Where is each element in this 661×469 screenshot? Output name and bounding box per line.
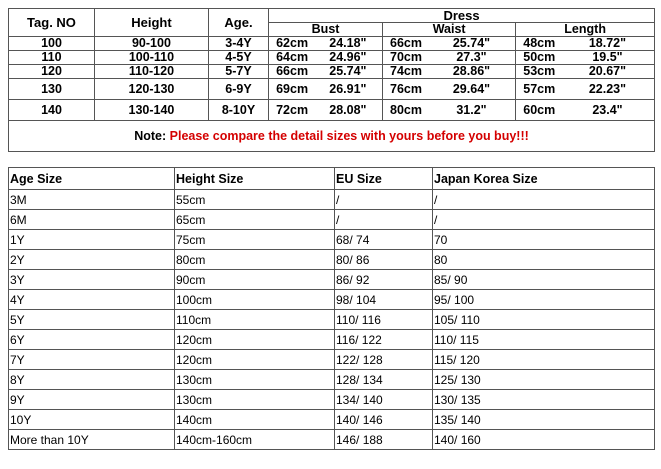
eu-size-cell: 128/ 134 bbox=[335, 370, 433, 390]
age-cell: 4-5Y bbox=[208, 51, 268, 65]
eu-size-cell: 68/ 74 bbox=[335, 230, 433, 250]
height-size-cell: 130cm bbox=[175, 390, 335, 410]
age-row bbox=[9, 190, 655, 210]
japan-korea-size-cell: 105/ 110 bbox=[433, 310, 655, 330]
waist-cm-cell: 76cm bbox=[383, 79, 428, 100]
japan-korea-size-cell: 95/ 100 bbox=[433, 290, 655, 310]
length-in-cell: 18.72" bbox=[561, 37, 655, 51]
height-size-cell: 55cm bbox=[175, 190, 335, 210]
age-size-cell: 10Y bbox=[9, 410, 175, 430]
tag-cell: 120 bbox=[9, 65, 95, 79]
eu-size-cell: / bbox=[335, 210, 433, 230]
age-row bbox=[9, 410, 655, 430]
length-cm-cell: 57cm bbox=[516, 79, 561, 100]
tag-cell: 110 bbox=[9, 51, 95, 65]
tag-cell: 140 bbox=[9, 100, 95, 121]
length-cm-cell: 60cm bbox=[516, 100, 561, 121]
age-row bbox=[9, 290, 655, 310]
dress-rows bbox=[9, 37, 655, 121]
eu-size-cell: 86/ 92 bbox=[335, 270, 433, 290]
age-row bbox=[9, 210, 655, 230]
waist-in-cell: 28.86" bbox=[428, 65, 516, 79]
height-size-cell: 90cm bbox=[175, 270, 335, 290]
japan-korea-size-cell: 110/ 115 bbox=[433, 330, 655, 350]
bust-in-cell: 25.74" bbox=[314, 65, 383, 79]
japan-korea-size-cell: 80 bbox=[433, 250, 655, 270]
header-waist: Waist bbox=[383, 23, 516, 37]
age-size-cell: 5Y bbox=[9, 310, 175, 330]
bust-in-cell: 24.96" bbox=[314, 51, 383, 65]
waist-cm-cell: 70cm bbox=[383, 51, 428, 65]
age-size-cell: 1Y bbox=[9, 230, 175, 250]
length-cm-cell: 53cm bbox=[516, 65, 561, 79]
dress-row bbox=[9, 65, 655, 79]
japan-korea-size-cell: / bbox=[433, 190, 655, 210]
age-row bbox=[9, 430, 655, 450]
tag-cell: 130 bbox=[9, 79, 95, 100]
age-size-cell: 7Y bbox=[9, 350, 175, 370]
eu-size-cell: 110/ 116 bbox=[335, 310, 433, 330]
age-row bbox=[9, 390, 655, 410]
header-age-size: Age Size bbox=[9, 168, 175, 190]
height-size-cell: 75cm bbox=[175, 230, 335, 250]
height-size-cell: 65cm bbox=[175, 210, 335, 230]
header-tag-no: Tag. NO bbox=[9, 9, 95, 37]
length-in-cell: 22.23" bbox=[561, 79, 655, 100]
eu-size-cell: 116/ 122 bbox=[335, 330, 433, 350]
japan-korea-size-cell: 70 bbox=[433, 230, 655, 250]
age-cell: 5-7Y bbox=[208, 65, 268, 79]
waist-in-cell: 29.64" bbox=[428, 79, 516, 100]
bust-in-cell: 28.08" bbox=[314, 100, 383, 121]
dress-row bbox=[9, 37, 655, 51]
header-dress: Dress bbox=[269, 9, 655, 23]
age-size-cell: 6M bbox=[9, 210, 175, 230]
height-cell: 100-110 bbox=[94, 51, 208, 65]
height-size-cell: 120cm bbox=[175, 330, 335, 350]
bust-cm-cell: 69cm bbox=[269, 79, 314, 100]
age-row bbox=[9, 370, 655, 390]
height-cell: 90-100 bbox=[94, 37, 208, 51]
age-cell: 3-4Y bbox=[208, 37, 268, 51]
header-length: Length bbox=[516, 23, 655, 37]
length-cm-cell: 50cm bbox=[516, 51, 561, 65]
bust-cm-cell: 66cm bbox=[269, 65, 314, 79]
height-size-cell: 130cm bbox=[175, 370, 335, 390]
header-age: Age. bbox=[208, 9, 268, 37]
header-bust: Bust bbox=[269, 23, 383, 37]
age-size-cell: 8Y bbox=[9, 370, 175, 390]
eu-size-cell: 146/ 188 bbox=[335, 430, 433, 450]
height-size-cell: 80cm bbox=[175, 250, 335, 270]
eu-size-cell: 98/ 104 bbox=[335, 290, 433, 310]
waist-cm-cell: 66cm bbox=[383, 37, 428, 51]
age-size-cell: 3M bbox=[9, 190, 175, 210]
eu-size-cell: / bbox=[335, 190, 433, 210]
eu-size-cell: 122/ 128 bbox=[335, 350, 433, 370]
height-size-cell: 110cm bbox=[175, 310, 335, 330]
japan-korea-size-cell: 115/ 120 bbox=[433, 350, 655, 370]
header-height-size: Height Size bbox=[175, 168, 335, 190]
bust-cm-cell: 62cm bbox=[269, 37, 314, 51]
age-cell: 8-10Y bbox=[208, 100, 268, 121]
age-size-chart bbox=[8, 167, 655, 450]
age-size-cell: More than 10Y bbox=[9, 430, 175, 450]
length-in-cell: 20.67" bbox=[561, 65, 655, 79]
age-row bbox=[9, 310, 655, 330]
age-size-cell: 2Y bbox=[9, 250, 175, 270]
age-size-cell: 6Y bbox=[9, 330, 175, 350]
height-size-cell: 140cm bbox=[175, 410, 335, 430]
dress-row bbox=[9, 51, 655, 65]
age-size-cell: 4Y bbox=[9, 290, 175, 310]
age-row bbox=[9, 230, 655, 250]
eu-size-cell: 140/ 146 bbox=[335, 410, 433, 430]
note-text: Please compare the detail sizes with yours before you buy!!! bbox=[166, 128, 529, 143]
header-eu-size: EU Size bbox=[335, 168, 433, 190]
height-size-cell: 120cm bbox=[175, 350, 335, 370]
japan-korea-size-cell: 130/ 135 bbox=[433, 390, 655, 410]
eu-size-cell: 134/ 140 bbox=[335, 390, 433, 410]
note-label: Note: bbox=[134, 128, 167, 143]
japan-korea-size-cell: 140/ 160 bbox=[433, 430, 655, 450]
waist-cm-cell: 74cm bbox=[383, 65, 428, 79]
bust-in-cell: 26.91" bbox=[314, 79, 383, 100]
age-size-cell: 9Y bbox=[9, 390, 175, 410]
height-size-cell: 100cm bbox=[175, 290, 335, 310]
length-in-cell: 23.4" bbox=[561, 100, 655, 121]
dress-row bbox=[9, 79, 655, 100]
japan-korea-size-cell: 135/ 140 bbox=[433, 410, 655, 430]
age-row bbox=[9, 250, 655, 270]
age-cell: 6-9Y bbox=[208, 79, 268, 100]
age-rows bbox=[9, 190, 655, 450]
dress-size-chart bbox=[8, 8, 655, 152]
dress-row bbox=[9, 100, 655, 121]
japan-korea-size-cell: 85/ 90 bbox=[433, 270, 655, 290]
bust-cm-cell: 64cm bbox=[269, 51, 314, 65]
note-row bbox=[9, 121, 655, 152]
age-chart-header bbox=[9, 168, 655, 190]
bust-in-cell: 24.18" bbox=[314, 37, 383, 51]
height-cell: 110-120 bbox=[94, 65, 208, 79]
height-size-cell: 140cm-160cm bbox=[175, 430, 335, 450]
japan-korea-size-cell: / bbox=[433, 210, 655, 230]
header-height: Height bbox=[94, 9, 208, 37]
waist-in-cell: 27.3" bbox=[428, 51, 516, 65]
height-cell: 120-130 bbox=[94, 79, 208, 100]
age-size-cell: 3Y bbox=[9, 270, 175, 290]
waist-in-cell: 25.74" bbox=[428, 37, 516, 51]
eu-size-cell: 80/ 86 bbox=[335, 250, 433, 270]
waist-cm-cell: 80cm bbox=[383, 100, 428, 121]
header-japan-korea-size: Japan Korea Size bbox=[433, 168, 655, 190]
length-in-cell: 19.5" bbox=[561, 51, 655, 65]
japan-korea-size-cell: 125/ 130 bbox=[433, 370, 655, 390]
length-cm-cell: 48cm bbox=[516, 37, 561, 51]
bust-cm-cell: 72cm bbox=[269, 100, 314, 121]
waist-in-cell: 31.2" bbox=[428, 100, 516, 121]
tag-cell: 100 bbox=[9, 37, 95, 51]
age-row bbox=[9, 350, 655, 370]
age-row bbox=[9, 330, 655, 350]
age-row bbox=[9, 270, 655, 290]
height-cell: 130-140 bbox=[94, 100, 208, 121]
